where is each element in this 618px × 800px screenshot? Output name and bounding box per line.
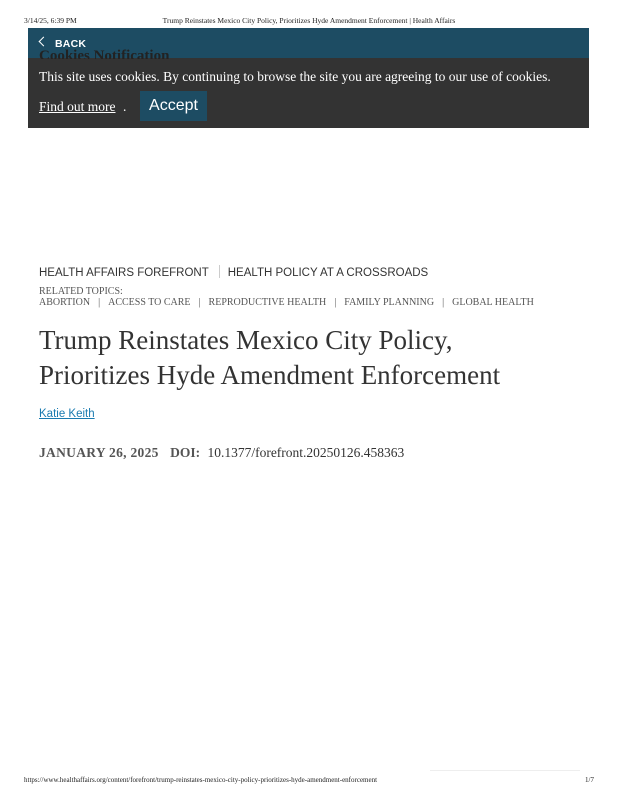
print-footer (0, 774, 618, 788)
breadcrumb (39, 265, 428, 279)
related-topics-label: RELATED TOPICS: (39, 286, 123, 297)
topic-link[interactable]: FAMILY PLANNING (344, 297, 435, 308)
topic-link[interactable]: ACCESS TO CARE (108, 297, 191, 308)
page-number: 1/7 (585, 776, 594, 784)
cookie-message: This site uses cookies. By continuing to browse the site you are agreeing to our use of cookies. (39, 69, 551, 84)
article-meta (39, 445, 404, 461)
print-url: https://www.healthaffairs.org/content/forefront/trump-reinstates-mexico-city-policy-prioritizes-hyde-amendment-enforcement (24, 776, 378, 784)
publish-date: JANUARY 26, 2025 (39, 445, 159, 460)
cookie-heading: Cookies Notification (39, 48, 170, 59)
cookie-period: . (123, 99, 127, 114)
topic-link[interactable]: REPRODUCTIVE HEALTH (208, 297, 327, 308)
accept-cookies-button[interactable]: Accept (140, 91, 207, 121)
topic-separator: | (198, 297, 201, 308)
breadcrumb-crossroads[interactable]: HEALTH POLICY AT A CROSSROADS (227, 267, 429, 279)
print-header (0, 0, 618, 26)
chevron-left-icon[interactable] (39, 37, 49, 47)
find-out-more-link[interactable]: Find out more (39, 99, 116, 114)
print-datetime: 3/14/25, 6:39 PM (24, 16, 77, 25)
print-page-title: Trump Reinstates Mexico City Policy, Prioritizes Hyde Amendment Enforcement | Health Affairs (162, 16, 456, 25)
article-title-line: Trump Reinstates Mexico City Policy, (39, 325, 453, 355)
topic-link[interactable]: ABORTION (39, 297, 91, 308)
article-title-line: Prioritizes Hyde Amendment Enforcement (39, 360, 501, 390)
doi-value: 10.1377/forefront.20250126.458363 (207, 445, 405, 460)
divider (430, 770, 580, 771)
author-link[interactable]: Katie Keith (39, 408, 95, 420)
cookie-notification (28, 48, 589, 128)
article-title (39, 323, 579, 393)
topic-link[interactable]: GLOBAL HEALTH (452, 297, 534, 308)
topic-separator: | (334, 297, 337, 308)
breadcrumb-divider (219, 265, 220, 278)
doi-label: DOI: (170, 445, 201, 460)
back-button[interactable]: BACK (55, 38, 87, 50)
topic-separator: | (98, 297, 101, 308)
breadcrumb-forefront[interactable]: HEALTH AFFAIRS FOREFRONT (39, 267, 209, 279)
topic-separator: | (442, 297, 445, 308)
related-topics (39, 297, 534, 308)
